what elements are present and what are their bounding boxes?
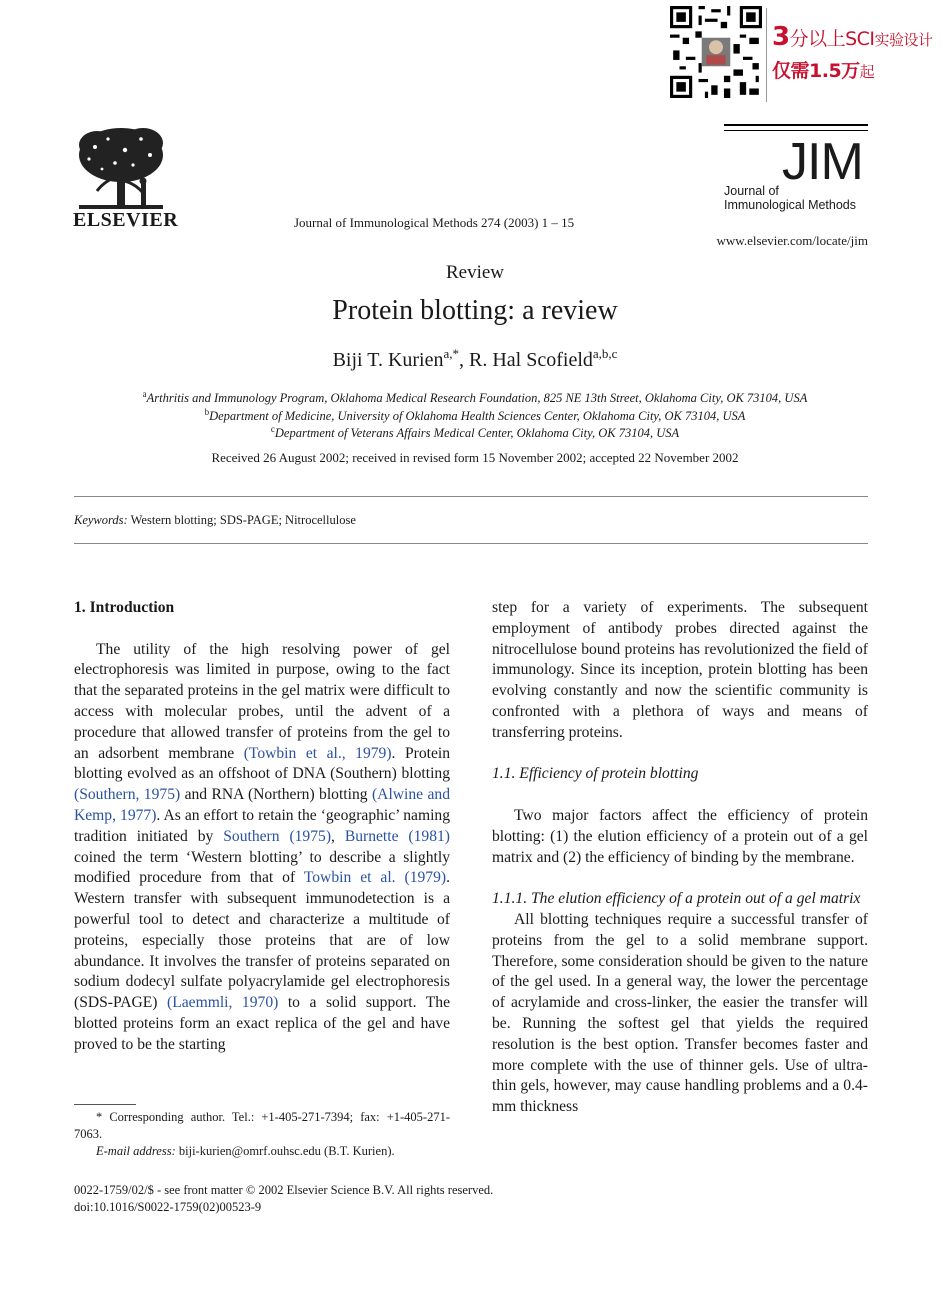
paragraph-text: and RNA (Northern) blotting (180, 786, 372, 804)
keywords-label: Keywords: (74, 513, 128, 527)
promo-text-line2 (772, 56, 874, 83)
keywords-list: Western blotting; SDS-PAGE; Nitrocellulose (130, 513, 356, 527)
elsevier-tree-logo-icon (75, 125, 167, 213)
promo-main-text: 分以上SCI (789, 28, 875, 50)
keywords (74, 513, 356, 528)
email-label: E-mail address: (96, 1144, 176, 1158)
paragraph: All blotting techniques require a successful transfer of proteins from the gel to a solid membrane support. Therefore, some consideration should be given to the nature of the gel used. In a general way, the lower the percentage of acrylamide and cross-linker, the easier the transfer will be. Running the softest gel that yields the required resolution is the best option. Transfer becomes faster and more complete with the use of thinner gels. Use of ultra-thin gels, however, may cause handling problems and a 0.4-mm thickness (492, 910, 868, 1116)
doi: doi:10.1016/S0022-1759(02)00523-9 (74, 1200, 262, 1214)
journal-name-line2: Immunological Methods (724, 198, 857, 212)
paragraph-text: . As an effort to retain the ‘geographic’ naming tradition initiated by (74, 806, 450, 845)
citation-link[interactable]: Towbin et al. (1979) (303, 869, 447, 887)
citation-link[interactable]: (Southern, 1975) (74, 786, 181, 804)
footnote-corresponding: * Corresponding author. Tel.: +1-405-271-7394; fax: +1-405-271-7063. (74, 1110, 450, 1141)
affiliation-mark: a (142, 389, 147, 399)
author-name: Biji T. Kurien (332, 349, 444, 371)
journal-citation: Journal of Immunological Methods 274 (2003) 1 – 15 (294, 215, 575, 230)
journal-url-link[interactable]: www.elsevier.com/locate/jim (716, 233, 868, 248)
footnote-email (74, 1143, 450, 1160)
right-column (492, 598, 868, 1118)
footnote (74, 1109, 450, 1160)
author-name: R. Hal Scofield (469, 349, 593, 371)
paragraph-text: , (331, 827, 345, 845)
promo-divider (766, 8, 767, 102)
affiliation-text: Arthritis and Immunology Program, Oklahoma Medical Research Foundation, 825 NE 13th Street, Oklahoma City, OK 73104, USA (146, 391, 808, 405)
paragraph: step for a variety of experiments. The subsequent employment of antibody probes directed against the nitrocellulose bound proteins has revolutionized the field of immunology. Since its inception, protein blotting has been evolving constantly and now the scientific community is confronted with a plethora of ways and means of transferring proteins. (492, 599, 868, 741)
qr-code-icon (670, 6, 762, 98)
citation-link[interactable]: (Alwine and Kemp, 1977) (74, 786, 451, 824)
section-heading: 1. Introduction (74, 599, 175, 616)
journal-logo-abbrev: JIM (782, 133, 863, 191)
subsubsection-heading: 1.1.1. The elution efficiency of a protein out of a gel matrix (492, 890, 861, 908)
paragraph-text: coined the term ‘Western blotting’ to describe a slightly modified procedure from that of (74, 848, 450, 887)
journal-name-line1: Journal of (724, 184, 779, 198)
promo-small-text: 实验设计 (874, 31, 933, 49)
affiliation-text: Department of Medicine, University of Oklahoma Health Sciences Center, Oklahoma City, OK 73104, USA (209, 409, 746, 423)
journal-logo-rule (724, 130, 868, 131)
paragraph-text: The utility of the high resolving power of gel electrophoresis was limited in purpose, owing to the fact that the separated proteins in the gel matrix were difficult to access with molecular probes, until the advent of a procedure that allowed transfer of proteins from the gel to an adsorbent membrane (74, 640, 450, 762)
citation-link[interactable]: (Towbin et al., 1979) (243, 744, 392, 762)
left-column (74, 598, 450, 1056)
subsection-heading: 1.1. Efficiency of protein blotting (492, 765, 699, 783)
paragraph: Two major factors affect the efficiency of protein blotting: (1) the elution efficiency of a protein out of a gel matrix and (2) the efficiency of binding by the membrane. (492, 806, 868, 866)
footnote-rule (74, 1104, 136, 1105)
paragraph (74, 640, 450, 1056)
author-separator: , (459, 349, 470, 371)
author-affiliation-marks: a,* (443, 346, 460, 361)
promo-price-suffix: 起 (859, 63, 875, 81)
promo-price-text: 仅需1.5万 (772, 60, 860, 82)
affiliation-mark: b (204, 407, 210, 417)
divider (74, 543, 868, 544)
journal-logo-rule (724, 124, 868, 126)
publisher-name: ELSEVIER (73, 209, 179, 231)
citation-link[interactable]: Southern (1975) (223, 827, 332, 845)
paragraph-text: . Protein blotting evolved as an offshoot of DNA (Southern) blotting (74, 744, 451, 783)
affiliation (0, 421, 950, 442)
article-history-dates: Received 26 August 2002; received in revised form 15 November 2002; accepted 22 November 2002 (211, 450, 739, 465)
email-address: biji-kurien@omrf.ouhsc.edu (B.T. Kurien). (175, 1144, 395, 1158)
paragraph-text: to a solid support. The blotted proteins form an exact replica of the gel and have proved to be the starting (74, 994, 450, 1053)
citation-link[interactable]: Burnette (1981) (344, 827, 450, 845)
promo-text-line1 (772, 22, 933, 52)
divider (74, 496, 868, 497)
author-list (0, 346, 950, 372)
affiliation-text: Department of Veterans Affairs Medical Center, Oklahoma City, OK 73104, USA (274, 426, 680, 440)
journal-logo-fullname (724, 184, 856, 212)
author-affiliation-marks: a,b,c (592, 346, 618, 361)
affiliation-mark: c (270, 424, 275, 434)
page-title: Protein blotting: a review (332, 295, 618, 326)
citation-link[interactable]: (Laemmli, 1970) (167, 994, 279, 1012)
issn-copyright: 0022-1759/02/$ - see front matter © 2002 Elsevier Science B.V. All rights reserved. (74, 1183, 494, 1197)
promo-big-number: 3 (772, 22, 790, 52)
paragraph-text: . Western transfer with subsequent immunodetection is a powerful tool to detect and characterize a multitude of proteins, especially those proteins that are of low abundance. It involves the transfer of proteins separated on sodium dodecyl sulfate polyacrylamide gel electrophoresis (SDS-PAGE) (74, 869, 450, 1012)
article-type: Review (445, 262, 505, 283)
